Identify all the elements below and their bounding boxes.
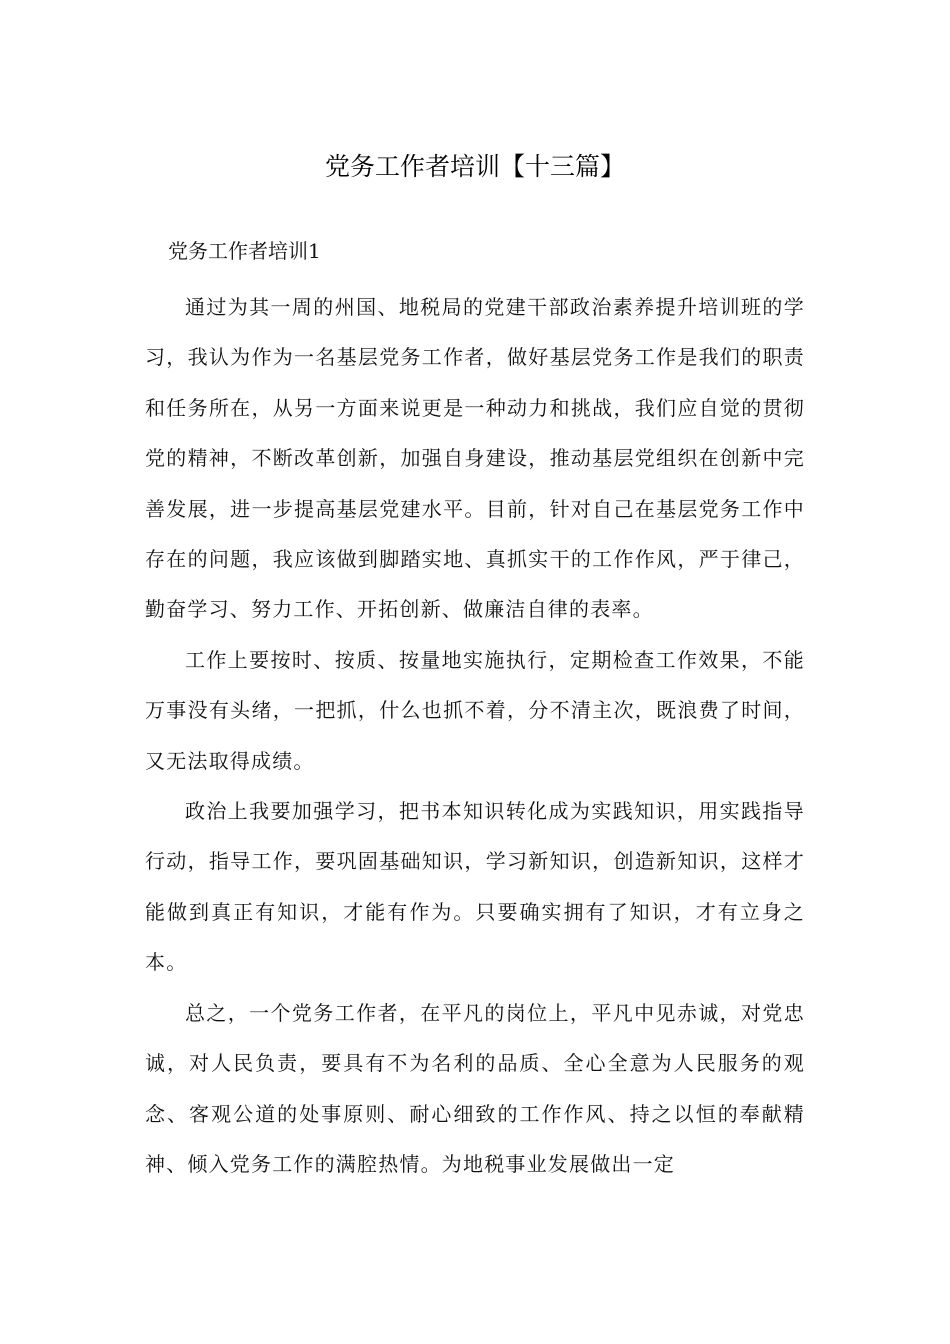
paragraph-1: 通过为其一周的州国、地税局的党建干部政治素养提升培训班的学习，我认为作为一名基层党务工作者，做好基层党务工作是我们的职责和任务所在，从另一方面来说更是一种动力和挑战，我们应自觉的贯彻党的精神，不断改革创新，加强自身建设，推动基层党组织在创新中完善发展，进一步提高基层党建水平。目前，针对自己在基层党务工作中存在的问题，我应该做到脚踏实地、真抓实干的工作作风，严于律己，勤奋学习、努力工作、开拓创新、做廉洁自律的表率。: [145, 295, 805, 622]
paragraph-4: 总之，一个党务工作者，在平凡的岗位上，平凡中见赤诚，对党忠诚，对人民负责，要具有不为名利的品质、全心全意为人民服务的观念、客观公道的处事原则、耐心细致的工作作风、持之以恒的奉献精神、倾入党务工作的满腔热情。为地税事业发展做出一定: [145, 1000, 805, 1176]
section-heading: 党务工作者培训1: [168, 239, 321, 263]
paragraph-2: 工作上要按时、按质、按量地实施执行，定期检查工作效果，不能万事没有头绪，一把抓，什么也抓不着，分不清主次，既浪费了时间，又无法取得成绩。: [145, 647, 805, 773]
document-body: [145, 282, 805, 1189]
document-title: 党务工作者培训【十三篇】: [324, 151, 625, 181]
paragraph-3: 政治上我要加强学习，把书本知识转化成为实践知识，用实践指导行动，指导工作，要巩固基础知识，学习新知识，创造新知识，这样才能做到真正有知识，才能有作为。只要确实拥有了知识，才有立身之本。: [145, 799, 805, 975]
